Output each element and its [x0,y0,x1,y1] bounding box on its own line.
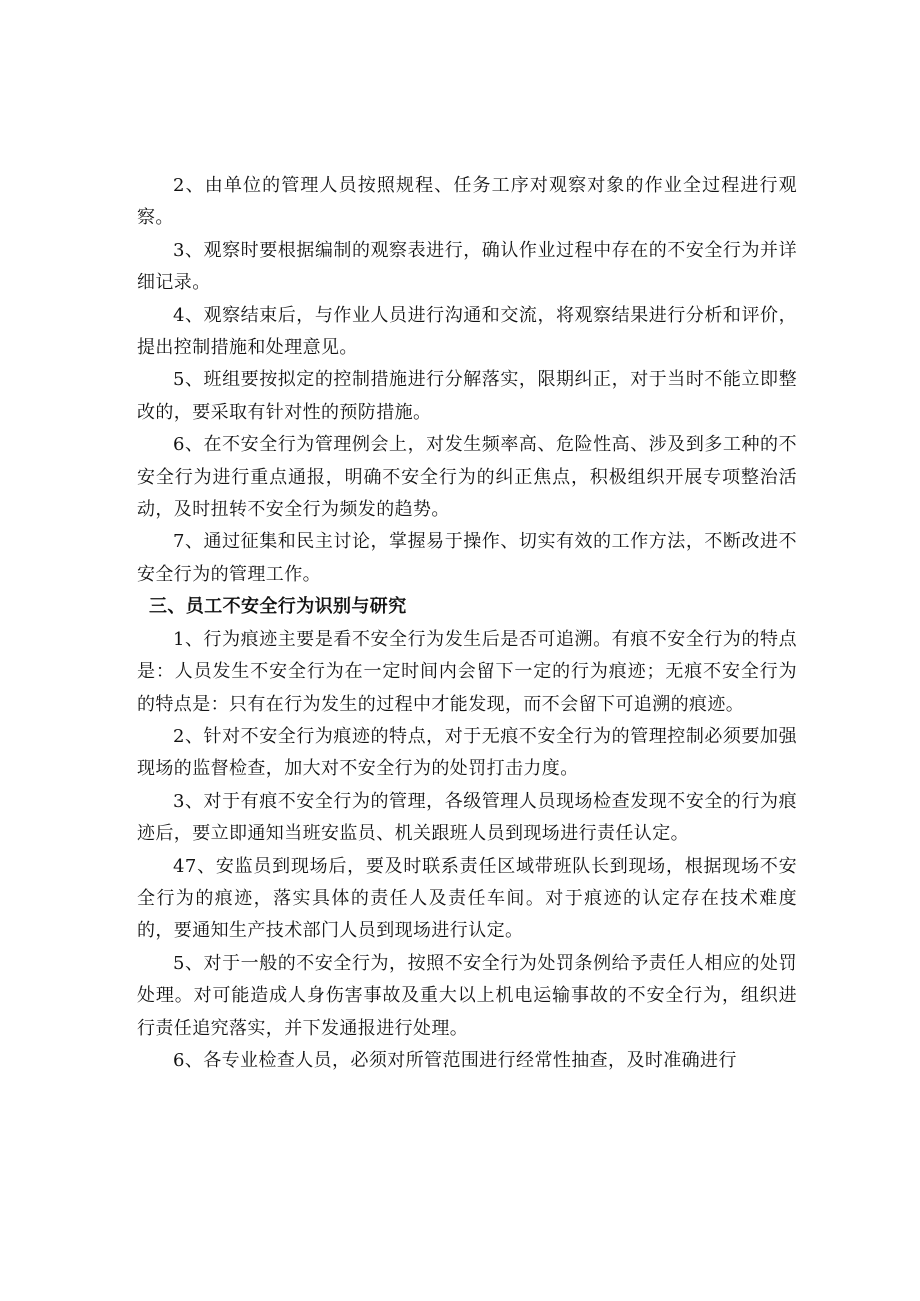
section3-paragraph-3: 3、对于有痕不安全行为的管理，各级管理人员现场检查发现不安全的行为痕迹后，要立即通知当班安监员、机关跟班人员到现场进行责任认定。 [137,790,797,845]
section3-paragraph-2: 2、针对不安全行为痕迹的特点，对于无痕不安全行为的管理控制必须要加强现场的监督检查，加大对不安全行为的处罚打击力度。 [137,725,797,780]
section3-paragraph-4: 47、安监员到现场后，要及时联系责任区域带班队长到现场，根据现场不安全行为的痕迹，落实具体的责任人及责任车间。对于痕迹的认定存在技术难度的，要通知生产技术部门人员到现场进行认定。 [137,855,797,942]
paragraph-7: 7、通过征集和民主讨论，掌握易于操作、切实有效的工作方法，不断改进不安全行为的管理工作。 [137,531,797,585]
section3-paragraph-5: 5、对于一般的不安全行为，按照不安全行为处罚条例给予责任人相应的处罚处理。对可能造成人身伤害事故及重大以上机电运输事故的不安全行为，组织进行责任追究落实，并下发通报进行处理。 [137,952,797,1039]
paragraph-3: 3、观察时要根据编制的观察表进行，确认作业过程中存在的不安全行为并详细记录。 [137,239,797,294]
section3-paragraph-6: 6、各专业检查人员，必须对所管范围进行经常性抽查，及时准确进行 [173,1049,737,1071]
paragraph-2: 2、由单位的管理人员按照规程、任务工序对观察对象的作业全过程进行观察。 [137,175,797,229]
document-page [137,170,797,1077]
section-heading: 三、员工不安全行为识别与研究 [149,596,407,618]
paragraph-6: 6、在不安全行为管理例会上，对发生频率高、危险性高、涉及到多工种的不安全行为进行重点通报，明确不安全行为的纠正焦点，积极组织开展专项整治活动，及时扭转不安全行为频发的趋势。 [137,434,797,521]
paragraph-5: 5、班组要按拟定的控制措施进行分解落实，限期纠正，对于当时不能立即整改的，要采取有针对性的预防措施。 [137,369,797,423]
section3-paragraph-1: 1、行为痕迹主要是看不安全行为发生后是否可追溯。有痕不安全行为的特点是：人员发生不安全行为在一定时间内会留下一定的行为痕迹；无痕不安全行为的特点是：只有在行为发生的过程中才能发现，而不会留下可追溯的痕迹。 [137,628,797,715]
paragraph-4: 4、观察结束后，与作业人员进行沟通和交流，将观察结果进行分析和评价，提出控制措施和处理意见。 [137,304,797,359]
